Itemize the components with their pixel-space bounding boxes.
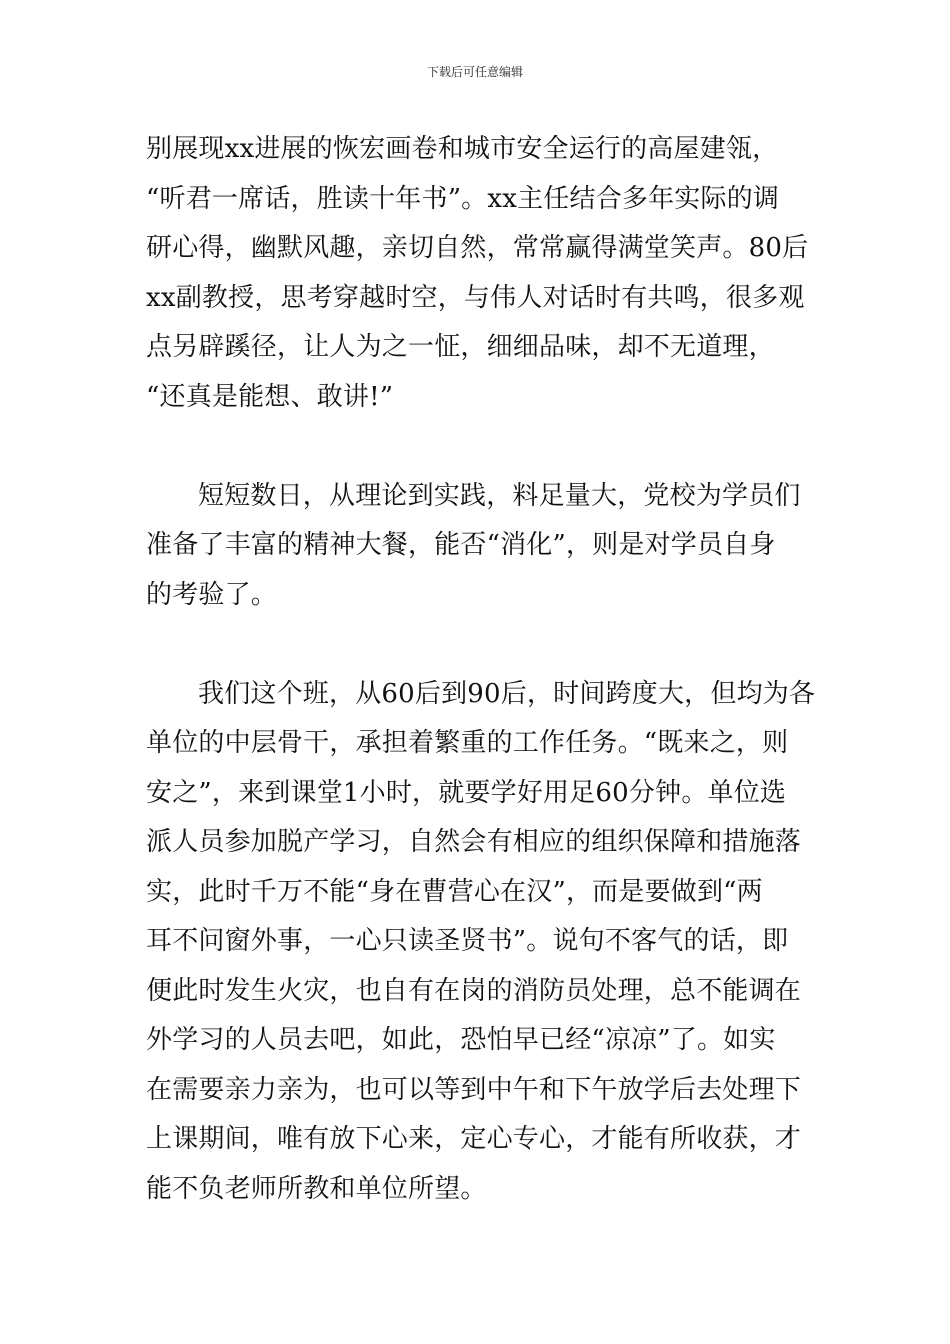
- paragraph-3: [146, 670, 816, 1215]
- text-line: “听君一席话，胜读十年书”。xx主任结合多年实际的调: [146, 183, 780, 214]
- paragraph-1: [146, 125, 810, 422]
- text-line: 在需要亲力亲为，也可以等到中午和下午放学后去处理下: [146, 1074, 802, 1105]
- text-line: 上课期间，唯有放下心来，定心专心，才能有所收获，才: [146, 1124, 802, 1154]
- document-body: [146, 125, 816, 1214]
- text-line: 单位的中层骨干，承担着繁重的工作任务。“既来之，则: [146, 728, 789, 758]
- text-line: 点另辟蹊径，让人为之一怔，细细品味，却不无道理，: [146, 332, 775, 362]
- text-line: 派人员参加脱产学习，自然会有相应的组织保障和措施落: [146, 827, 802, 857]
- text-line: 准备了丰富的精神大餐，能否“消化”，则是对学员自身: [146, 530, 776, 560]
- text-line: 能不负老师所教和单位所望。: [146, 1173, 487, 1204]
- text-line: 实，此时千万不能“身在曹营心在汉”，而是要做到“两: [146, 876, 763, 907]
- text-line: 便此时发生火灾，也自有在岗的消防员处理，总不能调在: [146, 975, 802, 1006]
- paragraph-2: [146, 472, 810, 621]
- text-line: 别展现xx进展的恢宏画卷和城市安全运行的高屋建瓴，: [146, 134, 779, 164]
- text-line: 的考验了。: [146, 579, 278, 610]
- text-line: 外学习的人员去吧，如此，恐怕早已经“凉凉”了。如实: [146, 1025, 776, 1055]
- page-header: 下载后可任意编辑: [426, 65, 523, 79]
- text-line: 耳不问窗外事，一心只读圣贤书”。说句不客气的话，即: [146, 926, 789, 956]
- text-line: 研心得，幽默风趣，亲切自然，常常赢得满堂笑声。80后: [146, 233, 809, 263]
- text-line: “还真是能想、敢讲!”: [146, 381, 394, 412]
- text-line: 短短数日，从理论到实践，料足量大，党校为学员们: [198, 480, 801, 511]
- text-line: xx副教授，思考穿越时空，与伟人对话时有共鸣，很多观: [146, 282, 805, 313]
- text-line: 安之”，来到课堂1小时，就要学好用足60分钟。单位选: [146, 777, 787, 808]
- text-line: 我们这个班，从60后到90后，时间跨度大，但均为各: [198, 678, 816, 709]
